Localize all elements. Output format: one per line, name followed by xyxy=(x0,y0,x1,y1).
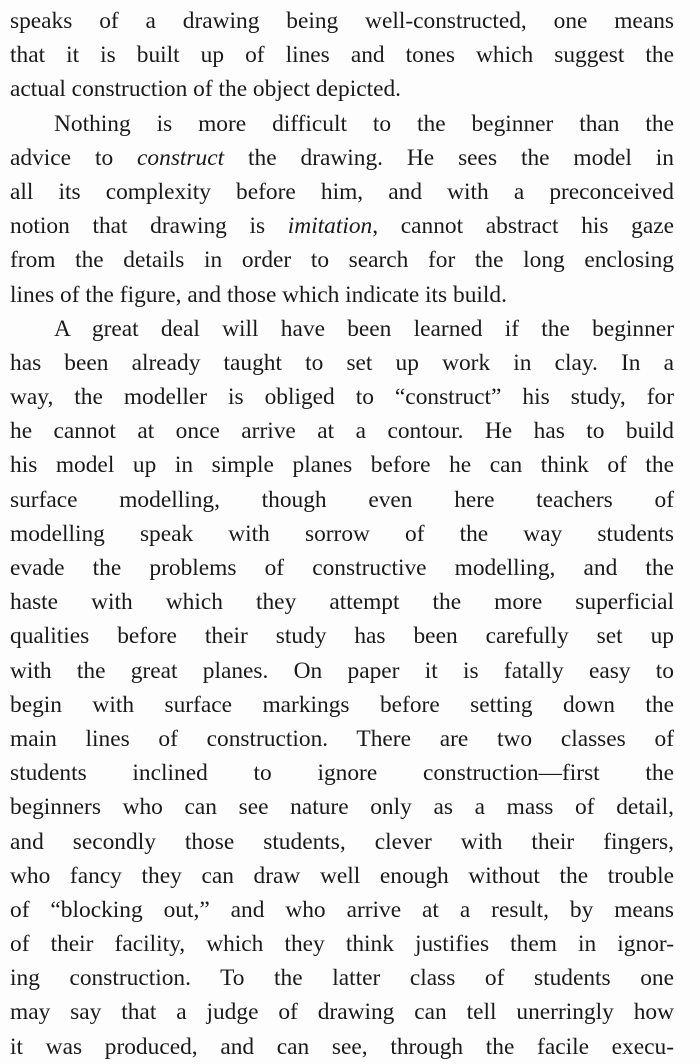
text-line: with the great planes. On paper it is fatally easy to xyxy=(10,657,674,684)
text-line: it was produced, and can see, through the facile execu- xyxy=(10,1033,674,1060)
text-line xyxy=(10,141,674,175)
text-line: actual construction of the object depicted. xyxy=(10,76,401,103)
emphasis-imitation: imitation xyxy=(287,213,373,240)
paragraph xyxy=(10,312,674,1064)
text-line: his model up in simple planes before he can think of the xyxy=(10,452,674,479)
text-line: all its complexity before him, and with a preconceived xyxy=(10,178,674,205)
text-line: A great deal will have been learned if the beginner xyxy=(54,315,674,342)
text-line: students inclined to ignore construction—first the xyxy=(10,760,674,787)
text-line: from the details in order to search for the long enclosing xyxy=(10,247,674,274)
paragraph xyxy=(10,107,674,312)
emphasis-construct: construct xyxy=(137,144,225,171)
text-line: main lines of construction. There are two classes of xyxy=(10,725,674,752)
text-line: speaks of a drawing being well-constructed, one means xyxy=(10,8,674,34)
text-line: has been already taught to set up work in clay. In a xyxy=(10,349,674,376)
text-line: he cannot at once arrive at a contour. He has to build xyxy=(10,418,674,445)
text-line: beginners who can see nature only as a mass of detail, xyxy=(10,794,674,821)
text-line: qualities before their study has been carefully set up xyxy=(10,623,674,650)
text-line: who fancy they can draw well enough without the trouble xyxy=(10,862,674,889)
text-run: notion that drawing is xyxy=(10,213,288,240)
text-line: haste with which they attempt the more superficial xyxy=(10,589,674,616)
text-line: way, the modeller is obliged to “construct” his study, for xyxy=(10,384,674,411)
text-line: lines of the figure, and those which indicate its build. xyxy=(10,281,507,308)
text-line: of “blocking out,” and who arrive at a result, by means xyxy=(10,896,674,923)
text-run: the drawing. He sees the model in xyxy=(224,144,674,171)
text-line: and secondly those students, clever with their fingers, xyxy=(10,828,674,855)
text-line: ing construction. To the latter class of students one xyxy=(10,965,674,992)
text-line: modelling speak with sorrow of the way students xyxy=(10,520,674,547)
text-line xyxy=(10,209,674,243)
text-line: of their facility, which they think justifies them in ignor- xyxy=(10,931,674,958)
text-line: begin with surface markings before setting down the xyxy=(10,691,674,718)
text-run: , cannot abstract his gaze xyxy=(372,213,674,240)
text-line: that it is built up of lines and tones which suggest the xyxy=(10,42,674,69)
book-page xyxy=(10,4,674,1064)
paragraph xyxy=(10,4,674,107)
text-run: advice to xyxy=(10,144,138,171)
text-line: may say that a judge of drawing can tell unerringly how xyxy=(10,999,674,1026)
text-line: surface modelling, though even here teachers of xyxy=(10,486,674,513)
text-line: evade the problems of constructive modelling, and the xyxy=(10,555,674,581)
text-line: Nothing is more difficult to the beginner than the xyxy=(54,110,674,137)
